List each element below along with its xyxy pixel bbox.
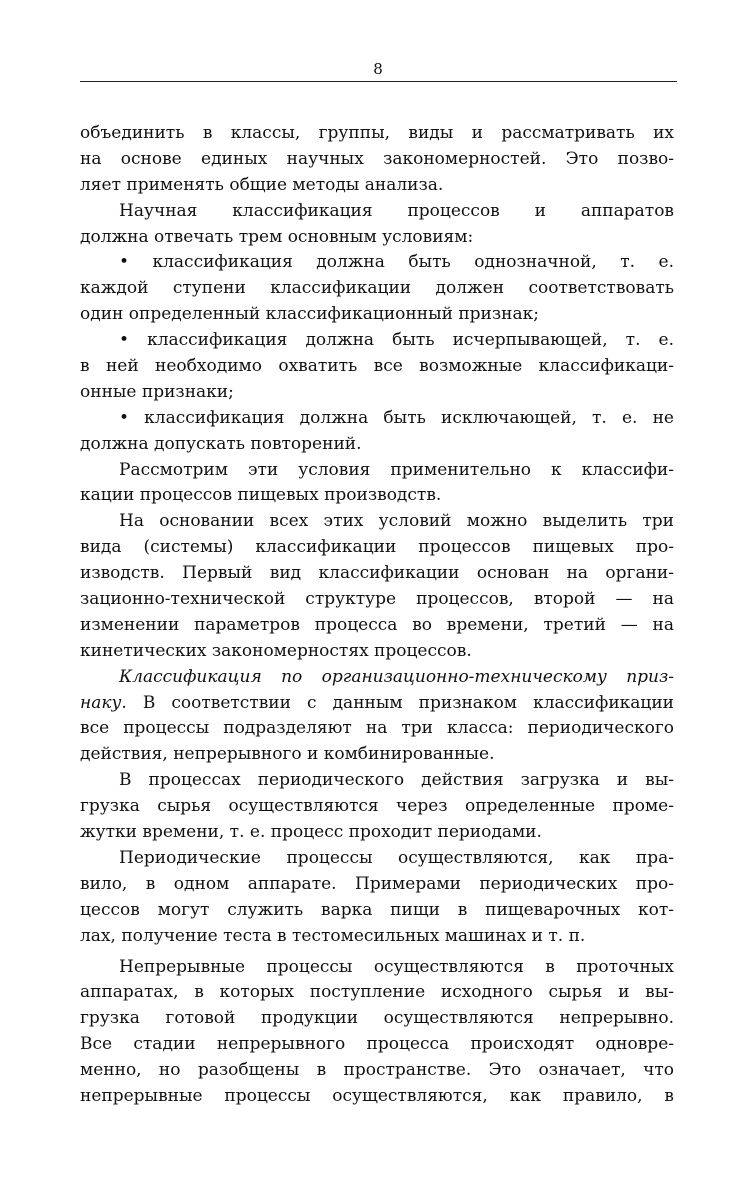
text-line: На основании всех этих условий можно выделить три xyxy=(119,511,674,532)
italic-heading-line: Классификация по организационно-техническому приз- xyxy=(119,666,674,687)
text-line: Научная классификация процессов и аппаратов xyxy=(119,200,674,221)
text-line: менно, но разобщены в пространстве. Это означает, что xyxy=(80,1060,674,1081)
text-line: Рассмотрим эти условия применительно к классифи- xyxy=(119,459,674,480)
text-line-remainder: . В соответствии с данным признаком классификации xyxy=(121,692,674,713)
text-line: Непрерывные процессы осуществляются в проточных xyxy=(119,956,674,977)
text-line: аппаратах, в которых поступление исходного сырья и вы- xyxy=(80,982,674,1003)
text-line: цессов могут служить варка пищи в пищеварочных кот- xyxy=(80,899,674,920)
text-line: объединить в классы, группы, виды и рассматривать их xyxy=(80,123,674,143)
text-line: непрерывные процессы осуществляются, как правило, в xyxy=(80,1085,674,1106)
text-line: на основе единых научных закономерностей. Это позво- xyxy=(80,148,674,169)
header-rule xyxy=(80,81,677,82)
text-line: зационно-технической структуре процессов, второй — на xyxy=(80,589,674,610)
text-line: действия, непрерывного и комбинированные. xyxy=(80,744,495,765)
text-line: кации процессов пищевых производств. xyxy=(80,485,442,506)
text-line: вида (системы) классификации процессов пищевых про- xyxy=(80,537,674,558)
bullet-line: • классификация должна быть однозначной, т. е. xyxy=(119,252,674,273)
text-line: каждой ступени классификации должен соответствовать xyxy=(80,278,674,299)
text-line: кинетических закономерностях процессов. xyxy=(80,640,472,661)
text-line: жутки времени, т. е. процесс проходит периодами. xyxy=(80,822,542,843)
text-line: Периодические процессы осуществляются, как пра- xyxy=(119,847,674,868)
text-line: должна допускать повторений. xyxy=(80,433,362,454)
text-line: один определенный классификационный признак; xyxy=(80,304,539,325)
text-line: онные признаки; xyxy=(80,381,234,402)
text-line: лах, получение теста в тестомесильных машинах и т. п. xyxy=(80,925,586,946)
page-number: 8 xyxy=(373,60,383,78)
text-body xyxy=(80,121,674,1110)
text-line: Все стадии непрерывного процесса происходят одновре- xyxy=(80,1034,674,1055)
text-line: В процессах периодического действия загрузка и вы- xyxy=(119,770,674,791)
text-line xyxy=(80,691,674,717)
text-line: грузка сырья осуществляются через определенные проме- xyxy=(80,796,674,817)
italic-heading-tail: наку xyxy=(80,692,122,713)
text-line: изводств. Первый вид классификации основан на органи- xyxy=(80,563,674,584)
text-line: должна отвечать трем основным условиям: xyxy=(80,226,474,247)
bullet-line: • классификация должна быть исчерпывающей, т. е. xyxy=(119,330,674,351)
text-line: вило, в одном аппарате. Примерами периодических про- xyxy=(80,873,674,894)
text-line: изменении параметров процесса во времени, третий — на xyxy=(80,614,674,635)
text-line: ляет применять общие методы анализа. xyxy=(80,174,444,195)
text-line: грузка готовой продукции осуществляются непрерывно. xyxy=(80,1008,674,1029)
text-line: в ней необходимо охватить все возможные классификаци- xyxy=(80,356,674,377)
text-line: все процессы подразделяют на три класса: периодического xyxy=(80,718,674,739)
bullet-line: • классификация должна быть исключающей, т. е. не xyxy=(119,407,674,428)
